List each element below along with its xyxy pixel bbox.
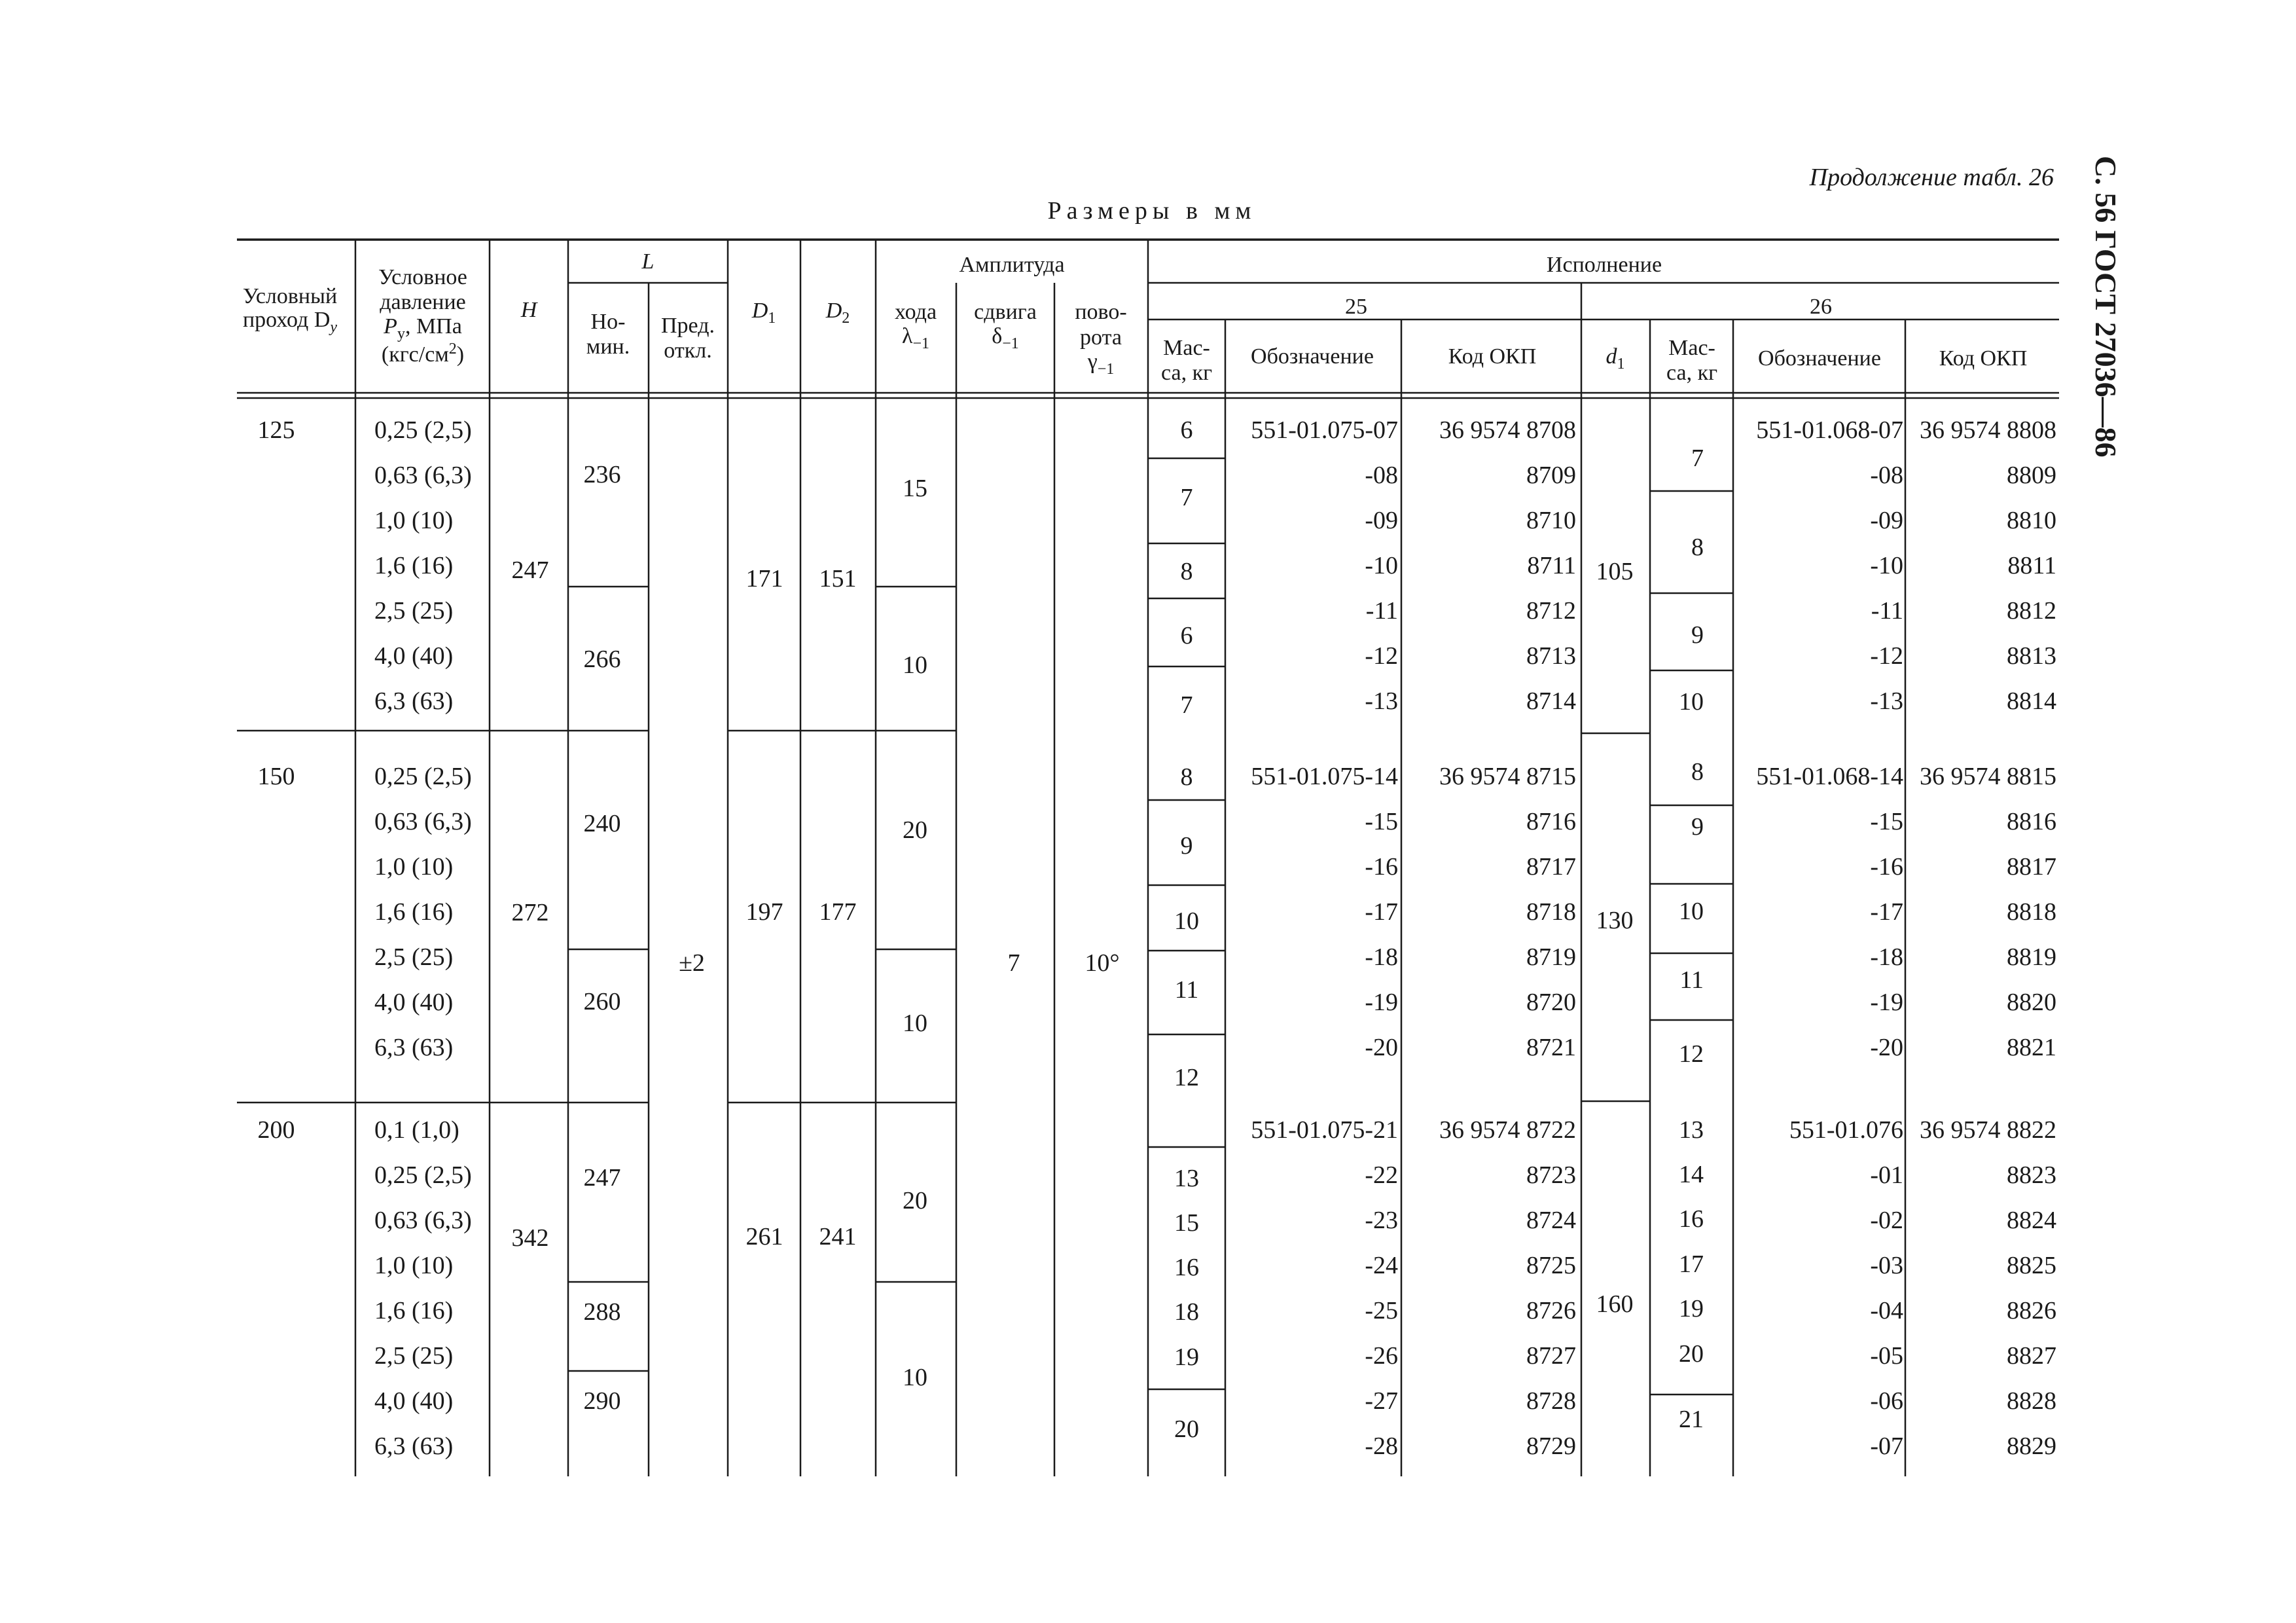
header-pressure-line1: Условное <box>378 265 467 289</box>
exec25-designation-cell: -15 <box>1365 808 1398 835</box>
exec26-designation-cell: -09 <box>1870 507 1903 534</box>
header-h: H <box>520 298 537 322</box>
exec26-d1-cell: 130 <box>1596 907 1634 934</box>
exec25-okp-cell: 8717 <box>1526 853 1576 881</box>
pressure-cell: 2,5 (25) <box>374 597 454 625</box>
header-pressure-line2: давление <box>380 290 466 314</box>
exec26-okp-cell: 8825 <box>2007 1252 2056 1279</box>
exec26-okp-cell: 36 9574 8822 <box>1920 1116 2056 1144</box>
exec26-okp-cell: 8821 <box>2007 1034 2056 1061</box>
pressure-cell: 4,0 (40) <box>374 989 454 1016</box>
header-pressure-line4: $(кгс/см^2)$ <box>381 340 465 367</box>
exec26-okp-cell: 8809 <box>2007 462 2056 489</box>
exec25-designation-cell: -16 <box>1365 853 1398 881</box>
h-cell: 342 <box>511 1224 549 1252</box>
shift-cell: 7 <box>1007 949 1020 977</box>
exec25-designation-cell: -17 <box>1365 898 1398 926</box>
exec26-okp-cell: 8827 <box>2007 1342 2056 1370</box>
exec26-okp-cell: 8811 <box>2007 552 2056 579</box>
d1-cell: 171 <box>745 565 783 593</box>
header-l: L <box>641 249 655 274</box>
exec25-mass-cell: 13 <box>1174 1165 1199 1192</box>
header-d1: $D_1$ <box>751 299 776 327</box>
units-note: Размеры в мм <box>1047 197 1257 225</box>
exec25-okp-cell: 8724 <box>1526 1207 1576 1234</box>
header-exec-26: 26 <box>1810 295 1832 319</box>
exec26-d1-cell: 160 <box>1596 1290 1634 1318</box>
l-nominal-cell: 288 <box>583 1298 621 1326</box>
header-mass25-1: Мас- <box>1163 336 1210 360</box>
d2-cell: 177 <box>819 898 857 926</box>
exec25-mass-cell: 16 <box>1174 1254 1199 1281</box>
exec25-designation-cell: 551-01.075-07 <box>1251 416 1398 444</box>
exec25-mass-cell: 6 <box>1180 416 1193 444</box>
exec25-okp-cell: 36 9574 8708 <box>1439 416 1576 444</box>
header-d1-small: $d_1$ <box>1605 344 1625 373</box>
exec26-mass-cell: 21 <box>1679 1406 1704 1433</box>
exec26-mass-cell: 8 <box>1691 534 1704 561</box>
exec26-okp-cell: 8813 <box>2007 642 2056 670</box>
exec26-okp-cell: 8829 <box>2007 1432 2056 1460</box>
exec26-mass-cell: 20 <box>1679 1340 1704 1368</box>
exec26-designation-cell: -04 <box>1870 1297 1903 1324</box>
exec26-designation-cell: 551-01.076 <box>1789 1116 1903 1144</box>
header-designation26: Обозначение <box>1758 346 1881 371</box>
exec25-designation-cell: -28 <box>1365 1432 1398 1460</box>
pressure-cell: 0,63 (6,3) <box>374 1207 472 1234</box>
exec26-okp-cell: 8820 <box>2007 989 2056 1016</box>
exec25-okp-cell: 8712 <box>1526 597 1576 625</box>
l-nominal-cell: 260 <box>583 988 621 1015</box>
stroke-cell: 15 <box>903 475 927 502</box>
exec25-okp-cell: 8721 <box>1526 1034 1576 1061</box>
exec25-okp-cell: 8709 <box>1526 462 1576 489</box>
exec26-designation-cell: -11 <box>1871 597 1903 625</box>
exec25-okp-cell: 8710 <box>1526 507 1576 534</box>
exec26-okp-cell: 8828 <box>2007 1387 2056 1415</box>
header-mass26-1: Мас- <box>1668 336 1715 360</box>
exec26-designation-cell: -07 <box>1870 1432 1903 1460</box>
side-page-label: С. 56 ГОСТ 27036—86 <box>2089 156 2123 458</box>
pressure-cell: 0,63 (6,3) <box>374 808 472 835</box>
table-continuation-label: Продолжение табл. 26 <box>1809 164 2054 191</box>
exec25-designation-cell: -27 <box>1365 1387 1398 1415</box>
exec26-mass-cell: 12 <box>1679 1040 1704 1068</box>
exec25-okp-cell: 8719 <box>1526 943 1576 971</box>
exec26-designation-cell: -08 <box>1870 462 1903 489</box>
exec25-okp-cell: 8726 <box>1526 1297 1576 1324</box>
exec25-designation-cell: -19 <box>1365 989 1398 1016</box>
exec26-designation-cell: -01 <box>1870 1161 1903 1189</box>
header-l-deviation-1: Пред. <box>661 314 715 338</box>
l-nominal-cell: 290 <box>583 1387 621 1415</box>
exec26-okp-cell: 8816 <box>2007 808 2056 835</box>
h-cell: 272 <box>511 899 549 926</box>
pressure-cell: 0,25 (2,5) <box>374 1161 472 1189</box>
header-designation25: Обозначение <box>1251 344 1374 369</box>
exec25-mass-cell: 18 <box>1174 1298 1199 1326</box>
exec26-designation-cell: -18 <box>1870 943 1903 971</box>
exec26-designation-cell: -02 <box>1870 1207 1903 1234</box>
header-l-deviation-2: откл. <box>664 338 712 363</box>
exec25-okp-cell: 8728 <box>1526 1387 1576 1415</box>
exec26-mass-cell: 10 <box>1679 898 1704 925</box>
exec25-okp-cell: 8720 <box>1526 989 1576 1016</box>
exec26-designation-cell: -17 <box>1870 898 1903 926</box>
exec25-mass-cell: 8 <box>1180 558 1193 585</box>
exec25-designation-cell: -24 <box>1365 1252 1398 1279</box>
pressure-cell: 2,5 (25) <box>374 943 454 971</box>
exec25-designation-cell: -23 <box>1365 1207 1398 1234</box>
pressure-cell: 0,63 (6,3) <box>374 462 472 489</box>
exec25-designation-cell: -10 <box>1365 552 1398 579</box>
exec25-designation-cell: -18 <box>1365 943 1398 971</box>
exec25-mass-cell: 8 <box>1180 763 1193 791</box>
pressure-cell: 0,25 (2,5) <box>374 763 472 790</box>
exec25-okp-cell: 8729 <box>1526 1432 1576 1460</box>
d1-cell: 197 <box>745 898 783 926</box>
exec26-okp-cell: 36 9574 8808 <box>1920 416 2056 444</box>
exec26-okp-cell: 8818 <box>2007 898 2056 926</box>
exec25-designation-cell: -25 <box>1365 1297 1398 1324</box>
header-exec-25: 25 <box>1345 295 1367 319</box>
d2-cell: 151 <box>819 565 857 593</box>
exec26-mass-cell: 9 <box>1691 621 1704 649</box>
header-rotation-3: $\gamma_{-1}$ <box>1087 350 1115 378</box>
pressure-cell: 4,0 (40) <box>374 1387 454 1415</box>
header-dy-line2: проход $D_у$ <box>242 308 338 336</box>
exec25-okp-cell: 8713 <box>1526 642 1576 670</box>
pressure-cell: 6,3 (63) <box>374 687 454 715</box>
exec25-designation-cell: -20 <box>1365 1034 1398 1061</box>
dy-cell: 125 <box>257 416 295 444</box>
exec25-okp-cell: 36 9574 8722 <box>1439 1116 1576 1144</box>
exec26-designation-cell: -10 <box>1870 552 1903 579</box>
exec26-mass-cell: 7 <box>1691 445 1704 472</box>
pressure-cell: 1,6 (16) <box>374 898 454 926</box>
exec25-okp-cell: 8716 <box>1526 808 1576 835</box>
header-mass25-2: са, кг <box>1160 361 1213 385</box>
exec25-designation-cell: 551-01.075-21 <box>1251 1116 1398 1144</box>
exec26-designation-cell: -15 <box>1870 808 1903 835</box>
header-d2: $D_2$ <box>825 299 850 327</box>
exec26-mass-cell: 9 <box>1691 813 1704 841</box>
pressure-cell: 1,6 (16) <box>374 552 454 579</box>
exec26-designation-cell: -20 <box>1870 1034 1903 1061</box>
exec25-mass-cell: 7 <box>1180 691 1193 719</box>
exec26-designation-cell: -19 <box>1870 989 1903 1016</box>
exec25-okp-cell: 36 9574 8715 <box>1439 763 1576 790</box>
exec26-designation-cell: -16 <box>1870 853 1903 881</box>
exec26-mass-cell: 19 <box>1679 1295 1704 1322</box>
exec26-designation-cell: -05 <box>1870 1342 1903 1370</box>
l-nominal-cell: 266 <box>583 646 621 673</box>
exec26-okp-cell: 8819 <box>2007 943 2056 971</box>
exec26-okp-cell: 8810 <box>2007 507 2056 534</box>
stroke-cell: 10 <box>903 1010 927 1037</box>
header-pressure-line3: $P_у$, МПа <box>384 314 462 342</box>
pressure-cell: 6,3 (63) <box>374 1034 454 1061</box>
header-stroke-2: $\lambda_{-1}$ <box>901 324 930 352</box>
exec26-d1-cell: 105 <box>1596 558 1634 585</box>
dy-cell: 150 <box>257 763 295 790</box>
exec25-mass-cell: 6 <box>1180 622 1193 649</box>
exec25-mass-cell: 15 <box>1174 1209 1199 1237</box>
pressure-cell: 1,0 (10) <box>374 1252 454 1279</box>
exec25-designation-cell: -12 <box>1365 642 1398 670</box>
stroke-cell: 10 <box>903 1364 927 1391</box>
header-rotation-2: рота <box>1080 325 1122 350</box>
exec25-mass-cell: 12 <box>1174 1064 1199 1091</box>
exec25-mass-cell: 7 <box>1180 484 1193 511</box>
l-nominal-cell: 236 <box>583 461 621 488</box>
l-nominal-cell: 247 <box>583 1164 621 1192</box>
exec25-designation-cell: 551-01.075-14 <box>1251 763 1398 790</box>
stroke-cell: 20 <box>903 816 927 844</box>
exec26-designation-cell: 551-01.068-07 <box>1756 416 1903 444</box>
exec25-okp-cell: 8711 <box>1527 552 1576 579</box>
exec26-mass-cell: 10 <box>1679 688 1704 716</box>
exec26-okp-cell: 8817 <box>2007 853 2056 881</box>
stroke-cell: 20 <box>903 1187 927 1214</box>
header-l-nominal-2: мин. <box>586 335 630 359</box>
exec25-mass-cell: 10 <box>1174 907 1199 935</box>
l-deviation-cell: ±2 <box>679 949 705 977</box>
header-amplitude: Амплитуда <box>959 253 1065 277</box>
exec26-okp-cell: 8812 <box>2007 597 2056 625</box>
exec25-designation-cell: -09 <box>1365 507 1398 534</box>
exec25-mass-cell: 20 <box>1174 1415 1199 1443</box>
pressure-cell: 1,6 (16) <box>374 1297 454 1324</box>
exec26-okp-cell: 8823 <box>2007 1161 2056 1189</box>
exec26-designation-cell: -03 <box>1870 1252 1903 1279</box>
exec26-designation-cell: -12 <box>1870 642 1903 670</box>
pressure-cell: 1,0 (10) <box>374 853 454 881</box>
h-cell: 247 <box>511 556 549 584</box>
l-nominal-cell: 240 <box>583 810 621 837</box>
pressure-cell: 1,0 (10) <box>374 507 454 534</box>
exec25-designation-cell: -22 <box>1365 1161 1398 1189</box>
header-l-nominal-1: Но- <box>590 310 626 334</box>
exec26-okp-cell: 8824 <box>2007 1207 2056 1234</box>
exec25-okp-cell: 8727 <box>1526 1342 1576 1370</box>
header-shift-1: сдвига <box>974 300 1037 324</box>
pressure-cell: 2,5 (25) <box>374 1342 454 1370</box>
header-mass26-2: са, кг <box>1666 361 1718 385</box>
exec25-designation-cell: -13 <box>1365 687 1398 715</box>
dy-cell: 200 <box>257 1116 295 1144</box>
exec26-okp-cell: 8826 <box>2007 1297 2056 1324</box>
d2-cell: 241 <box>819 1223 857 1250</box>
exec26-mass-cell: 8 <box>1691 758 1704 786</box>
exec25-mass-cell: 9 <box>1180 832 1193 860</box>
header-okp26: Код ОКП <box>1939 346 2028 371</box>
exec25-okp-cell: 8723 <box>1526 1161 1576 1189</box>
exec25-okp-cell: 8725 <box>1526 1252 1576 1279</box>
rotation-cell: 10° <box>1085 949 1120 977</box>
exec26-designation-cell: 551-01.068-14 <box>1756 763 1903 790</box>
pressure-cell: 4,0 (40) <box>374 642 454 670</box>
pressure-cell: 0,25 (2,5) <box>374 416 472 444</box>
exec26-mass-cell: 11 <box>1679 966 1704 994</box>
exec26-okp-cell: 8814 <box>2007 687 2056 715</box>
exec26-designation-cell: -13 <box>1870 687 1903 715</box>
exec25-designation-cell: -11 <box>1365 597 1398 625</box>
exec25-mass-cell: 11 <box>1174 976 1199 1004</box>
exec25-designation-cell: -26 <box>1365 1342 1398 1370</box>
header-okp25: Код ОКП <box>1448 344 1537 369</box>
header-stroke-1: хода <box>894 300 937 324</box>
pressure-cell: 6,3 (63) <box>374 1432 454 1460</box>
exec25-designation-cell: -08 <box>1365 462 1398 489</box>
exec25-okp-cell: 8714 <box>1526 687 1576 715</box>
exec26-mass-cell: 17 <box>1679 1250 1704 1278</box>
header-execution: Исполнение <box>1546 253 1662 277</box>
exec26-mass-cell: 13 <box>1679 1116 1704 1144</box>
exec25-okp-cell: 8718 <box>1526 898 1576 926</box>
exec26-okp-cell: 36 9574 8815 <box>1920 763 2056 790</box>
header-rotation-1: пово- <box>1075 300 1127 324</box>
header-shift-2: $\delta_{-1}$ <box>992 324 1019 352</box>
exec26-mass-cell: 14 <box>1679 1161 1704 1188</box>
stroke-cell: 10 <box>903 651 927 679</box>
pressure-cell: 0,1 (1,0) <box>374 1116 459 1144</box>
exec26-mass-cell: 16 <box>1679 1205 1704 1233</box>
exec26-designation-cell: -06 <box>1870 1387 1903 1415</box>
header-dy-line1: Условный <box>242 284 338 308</box>
exec25-mass-cell: 19 <box>1174 1343 1199 1371</box>
d1-cell: 261 <box>745 1223 783 1250</box>
